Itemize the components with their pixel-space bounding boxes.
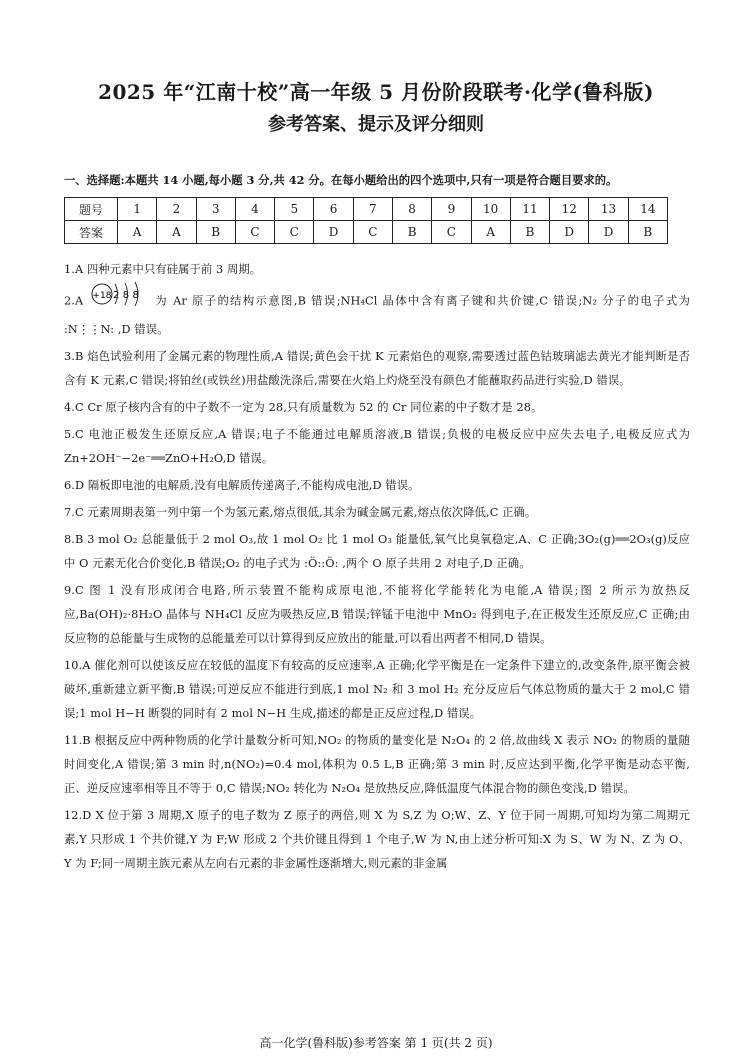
item-text: 焰色试验利用了金属元素的物理性质,A 错误;黄色会干扰 K 元素焰色的观察,需要透过蓝色钴玻璃滤去黄光才能判断是否含有 K 元素,C 错误;将铂丝(或铁丝)用盐酸洗涤后,需要在火焰上灼烧至没有颜色才能蘸取药品进行实验,D 错误。: [64, 350, 690, 387]
atom-structure-icon: [90, 279, 148, 309]
table-cell: B: [392, 221, 431, 244]
list-item: [64, 579, 690, 651]
table-cell: 3: [196, 198, 235, 221]
answer-table: [64, 197, 668, 244]
item-number: 11.B: [64, 734, 91, 747]
table-cell: 10: [471, 198, 510, 221]
item-number: 12.D: [64, 809, 92, 822]
question-number-row: [65, 198, 668, 221]
item-text: 3 mol O₂ 总能量低于 2 mol O₃,故 1 mol O₂ 比 1 mol O₃ 能量低,氧气比臭氧稳定,A、C 正确;3O₂(g)══2O₃(g)反应中 O 元素无化合价变化,B 错误;O₂ 的电子式为 :Ö::Ö: ,两个 O 原子共用 2 对电子,D 正确。: [64, 533, 690, 570]
table-cell: 4: [235, 198, 274, 221]
list-item: [64, 345, 690, 393]
table-cell: C: [432, 221, 471, 244]
list-item: [64, 501, 690, 525]
page-footer: 高一化学(鲁科版)参考答案 第 1 页(共 2 页): [259, 1036, 493, 1050]
list-item: [64, 729, 690, 801]
list-item: [64, 528, 690, 576]
item-text: 隔板即电池的电解质,没有电解质传递离子,不能构成电池,D 错误。: [87, 479, 420, 492]
item-number: 2.A: [64, 294, 84, 308]
item-text: Cr 原子核内含有的中子数不一定为 28,只有质量数为 52 的 Cr 同位素的中子数才是 28。: [87, 401, 543, 414]
item-number: 8.B: [64, 533, 84, 546]
table-cell: B: [196, 221, 235, 244]
table-cell: 7: [353, 198, 392, 221]
table-cell: C: [275, 221, 314, 244]
item-text: 催化剂可以使该反应在较低的温度下有较高的反应速率,A 正确;化学平衡是在一定条件下建立的,改变条件,原平衡会被破坏,重新建立新平衡,B 错误;可逆反应不能进行到底,1 mol N₂ 和 3 mol H₂ 充分反应后气体总物质的量大于 2 mol,C 错误;1 mol H−H 断裂的同时有 2 mol N−H 生成,描述的都是正反应过程,D 错误。: [64, 659, 690, 720]
atom-shell-label: 2 8 8: [113, 290, 140, 301]
table-row-label: 题号: [65, 198, 118, 221]
table-cell: 2: [157, 198, 196, 221]
item-number: 4.C: [64, 401, 84, 414]
table-row-label: 答案: [65, 221, 118, 244]
list-item: [64, 285, 690, 342]
item-number: 7.C: [64, 506, 84, 519]
table-cell: C: [235, 221, 274, 244]
list-item: [64, 396, 690, 420]
list-item: [64, 654, 690, 726]
answer-row: [65, 221, 668, 244]
item-number: 10.A: [64, 659, 91, 672]
table-cell: 11: [510, 198, 549, 221]
table-cell: C: [353, 221, 392, 244]
table-cell: 8: [392, 198, 431, 221]
item-text: 元素周期表第一列中第一个为氢元素,熔点很低,其余为碱金属元素,熔点依次降低,C 正确。: [87, 506, 537, 519]
atom-nucleus-label: +18: [92, 291, 112, 301]
table-cell: D: [314, 221, 353, 244]
list-item: [64, 804, 690, 876]
list-item: [64, 423, 690, 471]
item-number: 5.C: [64, 428, 84, 441]
item-text: 四种元素中只有硅属于前 3 周期。: [86, 263, 262, 276]
table-cell: 9: [432, 198, 471, 221]
list-item: [64, 258, 690, 282]
table-cell: 5: [275, 198, 314, 221]
table-cell: A: [118, 221, 157, 244]
item-number: 6.D: [64, 479, 85, 492]
item-text: 电池正极发生还原反应,A 错误;电子不能通过电解质溶液,B 错误;负极的电极反应中应失去电子,电极反应式为 Zn+2OH⁻−2e⁻══ZnO+H₂O,D 错误。: [64, 428, 690, 465]
table-cell: B: [628, 221, 667, 244]
item-number: 3.B: [64, 350, 84, 363]
item-text: 为 Ar 原子的结构示意图,B 错误;NH₄Cl 晶体中含有离子键和共价键,C 错误;N₂ 分子的电子式为 :N⋮⋮N: ,D 错误。: [64, 294, 690, 336]
atom-structure-diagram: [90, 279, 148, 318]
table-cell: 14: [628, 198, 667, 221]
table-cell: 13: [589, 198, 628, 221]
page-subtitle: 参考答案、提示及评分细则: [268, 114, 484, 135]
explanation-list: [64, 258, 690, 879]
item-number: 1.A: [64, 263, 84, 276]
section-heading: 一、选择题:本题共 14 小题,每小题 3 分,共 42 分。在每小题给出的四个选项中,只有一项是符合题目要求的。: [64, 173, 618, 187]
table-cell: A: [157, 221, 196, 244]
table-cell: A: [471, 221, 510, 244]
page-title: 2025 年“江南十校”高一年级 5 月份阶段联考·化学(鲁科版): [98, 80, 654, 104]
table-cell: D: [589, 221, 628, 244]
table-cell: 6: [314, 198, 353, 221]
item-text: X 位于第 3 周期,X 原子的电子数为 Z 原子的两倍,则 X 为 S,Z 为 O;W、Z、Y 位于同一周期,可知均为第二周期元素,Y 只形成 1 个共价键,Y 为 F;W 形成 2 个共价键且得到 1 个电子,W 为 N,由上述分析可知:X 为 S、W 为 N、Z 为 O、Y 为 F;同一周期主族元素从左向右元素的非金属性逐渐增大,则元素的非金属: [64, 809, 690, 870]
table-cell: 12: [550, 198, 589, 221]
item-text: 图 1 没有形成闭合电路,所示装置不能构成原电池,不能将化学能转化为电能,A 错误;图 2 所示为放热反应,Ba(OH)₂·8H₂O 晶体与 NH₄Cl 反应为吸热反应,B 错误;锌锰干电池中 MnO₂ 得到电子,在正极发生还原反应,C 正确;由反应物的总能量与生成物的总能量差可以计算得到反应放出的能量,可以看出两者不相同,D 错误。: [64, 584, 690, 645]
list-item: [64, 474, 690, 498]
table-cell: 1: [118, 198, 157, 221]
item-number: 9.C: [64, 584, 84, 597]
item-text: 根据反应中两种物质的化学计量数分析可知,NO₂ 的物质的量变化是 N₂O₄ 的 2 倍,故曲线 X 表示 NO₂ 的物质的量随时间变化,A 错误;第 3 min 时,n(NO₂)=0.4 mol,体积为 0.5 L,B 正确;第 3 min 时,反应达到平衡,化学平衡是动态平衡,正、逆反应速率相等且不等于 0,C 错误;NO₂ 转化为 N₂O₄ 是放热反应,降低温度气体混合物的颜色变浅,D 错误。: [64, 734, 690, 795]
table-cell: B: [510, 221, 549, 244]
table-cell: D: [550, 221, 589, 244]
